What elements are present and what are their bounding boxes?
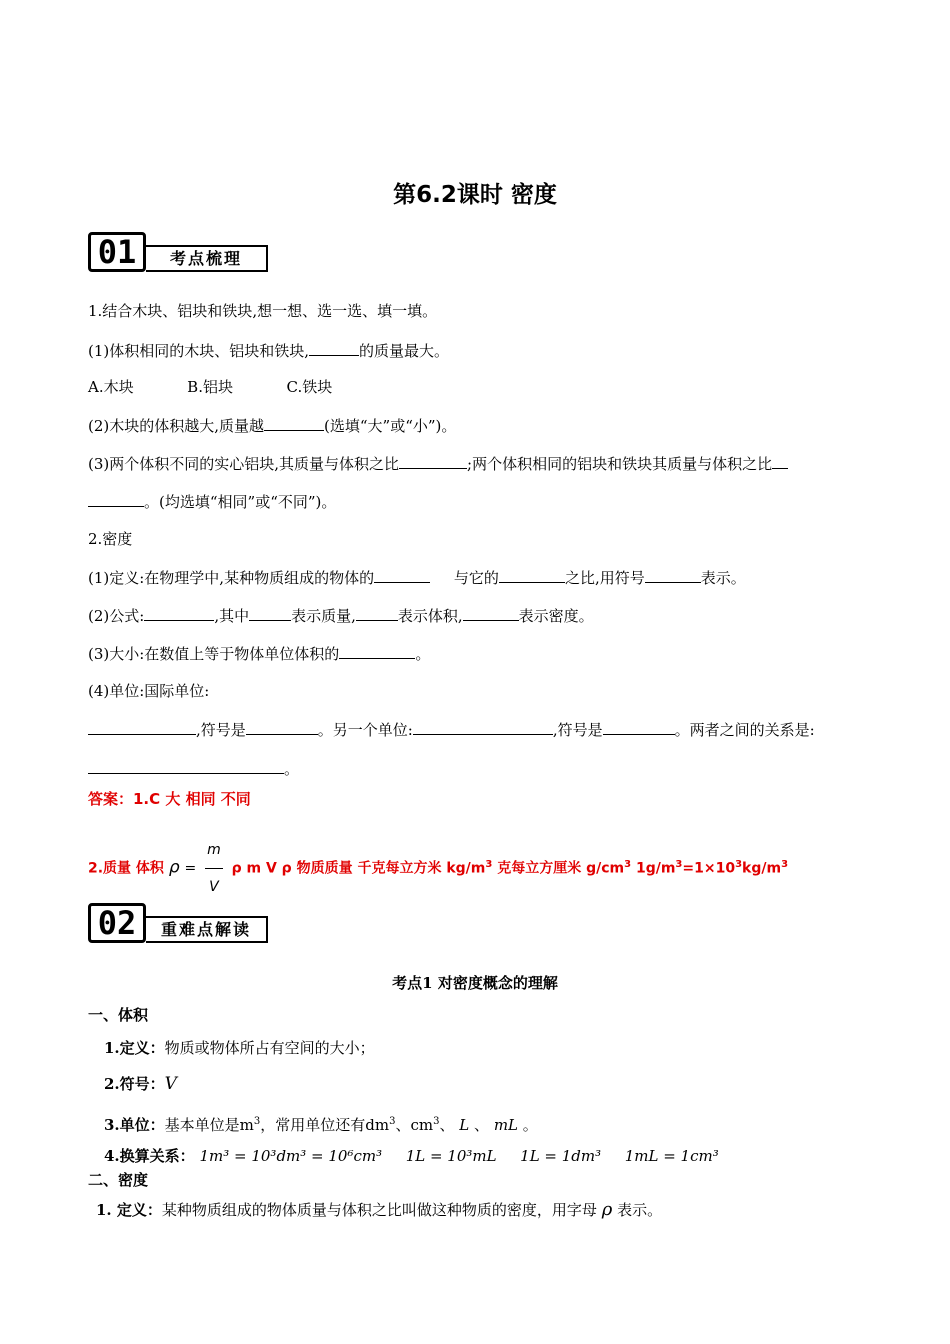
answer-blank <box>374 567 430 583</box>
question-2-unit-relation <box>88 758 299 779</box>
text: (3)两个体积不同的实心铝块,其质量与体积之比 <box>88 455 400 473</box>
option-c: C.铁块 <box>286 378 333 396</box>
text: 表示。 <box>617 1201 663 1219</box>
volume-symbol <box>104 1074 177 1094</box>
superscript: 3 <box>433 1116 440 1127</box>
volume-units <box>104 1112 538 1135</box>
question-2-formula <box>88 605 594 626</box>
answer-blank <box>339 643 415 659</box>
text: 。(均选填“相同”或“不同”)。 <box>144 493 337 511</box>
volume-definition <box>104 1038 375 1058</box>
text: 与它的 <box>453 569 499 587</box>
answer-blank <box>88 719 196 735</box>
rho-symbol: ρ <box>601 1199 613 1220</box>
text: 基本单位是m <box>164 1116 254 1134</box>
heading-density: 二、密度 <box>88 1171 149 1189</box>
text: ，常用单位还有dm <box>260 1116 390 1134</box>
kaodian-heading: 考点1 对密度概念的理解 <box>392 974 558 992</box>
text: 、cm <box>395 1116 434 1134</box>
text: 表示。 <box>700 569 746 587</box>
text: ,其中 <box>214 607 250 625</box>
text: ,符号是 <box>552 721 603 739</box>
superscript: 3 <box>624 858 632 870</box>
text: 。 <box>284 760 300 778</box>
text: 表示体积, <box>397 607 463 625</box>
text: =1×10 <box>682 860 736 877</box>
text: ;两个体积相同的铝块和铁块其质量与体积之比 <box>467 455 773 473</box>
answer-blank <box>399 453 467 469</box>
section-label: 重难点解读 <box>146 916 268 943</box>
section-number: 01 <box>88 232 146 272</box>
text: (1)体积相同的木块、铝块和铁块, <box>88 342 310 360</box>
text: 表示密度。 <box>518 607 594 625</box>
conversion-formula: 1L = 10³mL <box>405 1147 497 1165</box>
question-1-part-2 <box>88 415 456 436</box>
question-2-definition <box>88 567 746 588</box>
conversion-formula: 1mL = 1cm³ <box>624 1147 719 1165</box>
text: 、 <box>474 1116 490 1134</box>
answer-blank <box>264 415 324 431</box>
text: (2)公式: <box>88 607 145 625</box>
text: ,符号是 <box>196 721 246 739</box>
answer-blank <box>249 605 291 621</box>
question-2-size <box>88 643 430 664</box>
answer-blank <box>88 758 284 774</box>
section-header-01 <box>88 232 270 274</box>
answer-line-1: 答案：1.C 大 相同 不同 <box>88 790 251 808</box>
unit-ml: mL <box>493 1116 519 1134</box>
superscript: 3 <box>781 858 789 870</box>
conversion-formula: 1L = 1dm³ <box>520 1147 602 1165</box>
text: 的质量最大。 <box>359 342 450 360</box>
volume-conversion <box>104 1146 719 1166</box>
text: (3)大小:在数值上等于物体单位体积的 <box>88 645 340 663</box>
label: 2.符号： <box>104 1075 165 1093</box>
section-number: 02 <box>88 903 146 943</box>
text: 、 <box>439 1116 455 1134</box>
page-title: 第6.2课时 密度 <box>393 182 557 208</box>
question-1-part-3-cont <box>88 491 336 512</box>
superscript: 3 <box>389 1116 396 1127</box>
label: 4.换算关系： <box>104 1147 195 1165</box>
rho-symbol: ρ <box>168 857 180 878</box>
text: 2.质量 体积 <box>88 860 164 877</box>
superscript: 3 <box>675 858 683 870</box>
text: 之比,用符号 <box>564 569 645 587</box>
option-a: A.木块 <box>88 378 134 396</box>
superscript: 3 <box>253 1116 261 1127</box>
text: 物质或物体所占有空间的大小； <box>164 1039 375 1057</box>
symbol-v: V <box>164 1074 177 1094</box>
text: 表示质量, <box>291 607 356 625</box>
text: (1)定义:在物理学中,某种物质组成的物体的 <box>88 569 375 587</box>
question-1-stem: 1.结合木块、铝块和铁块,想一想、选一选、填一填。 <box>88 302 438 320</box>
answer-blank <box>772 453 788 469</box>
text: 。 <box>522 1116 538 1134</box>
answer-line-2 <box>88 832 788 905</box>
answer-blank <box>309 340 359 356</box>
superscript: 3 <box>485 858 493 870</box>
section-header-02 <box>88 903 270 945</box>
fraction-numerator: m <box>205 832 223 869</box>
text: (2)木块的体积越大,质量越 <box>88 417 265 435</box>
text: 1g/m <box>631 860 676 877</box>
heading-volume: 一、体积 <box>88 1006 149 1024</box>
question-1-part-1 <box>88 340 449 361</box>
question-2-stem: 2.密度 <box>88 530 133 548</box>
question-1-part-3 <box>88 453 788 474</box>
label: 3.单位： <box>104 1116 165 1134</box>
text: 某种物质组成的物体质量与体积之比叫做这种物质的密度，用字母 <box>161 1201 597 1219</box>
answer-blank <box>144 605 214 621</box>
answer-blank <box>603 719 675 735</box>
superscript: 3 <box>735 858 743 870</box>
text: 。另一个单位: <box>317 721 413 739</box>
question-1-options <box>88 377 332 397</box>
option-b: B.铝块 <box>187 378 233 396</box>
answer-blank <box>413 719 553 735</box>
answer-blank <box>246 719 318 735</box>
density-fraction <box>205 832 223 905</box>
text: 克每立方厘米 g/cm <box>492 860 625 877</box>
text: 。 <box>415 645 431 663</box>
density-definition <box>96 1200 662 1220</box>
label: 1.定义： <box>104 1039 165 1057</box>
text: (选填“大”或“小”)。 <box>324 417 457 435</box>
answer-blank <box>463 605 519 621</box>
unit-l: L <box>459 1116 470 1134</box>
question-2-unit: (4)单位:国际单位: <box>88 682 210 700</box>
answer-blank <box>499 567 565 583</box>
text: 。两者之间的关系是: <box>674 721 815 739</box>
question-2-unit-blanks <box>88 719 815 740</box>
text: kg/m <box>742 860 782 877</box>
label: 1. 定义： <box>96 1201 162 1219</box>
conversion-formula: 1m³ = 10³dm³ = 10⁶cm³ <box>199 1147 383 1165</box>
answer-blank <box>88 491 144 507</box>
text: ρ m V ρ 物质质量 千克每立方米 kg/m <box>231 860 486 877</box>
answer-blank <box>356 605 398 621</box>
equals-sign: = <box>184 860 197 877</box>
fraction-denominator: V <box>209 879 219 895</box>
answer-blank <box>645 567 701 583</box>
section-label: 考点梳理 <box>146 245 268 272</box>
